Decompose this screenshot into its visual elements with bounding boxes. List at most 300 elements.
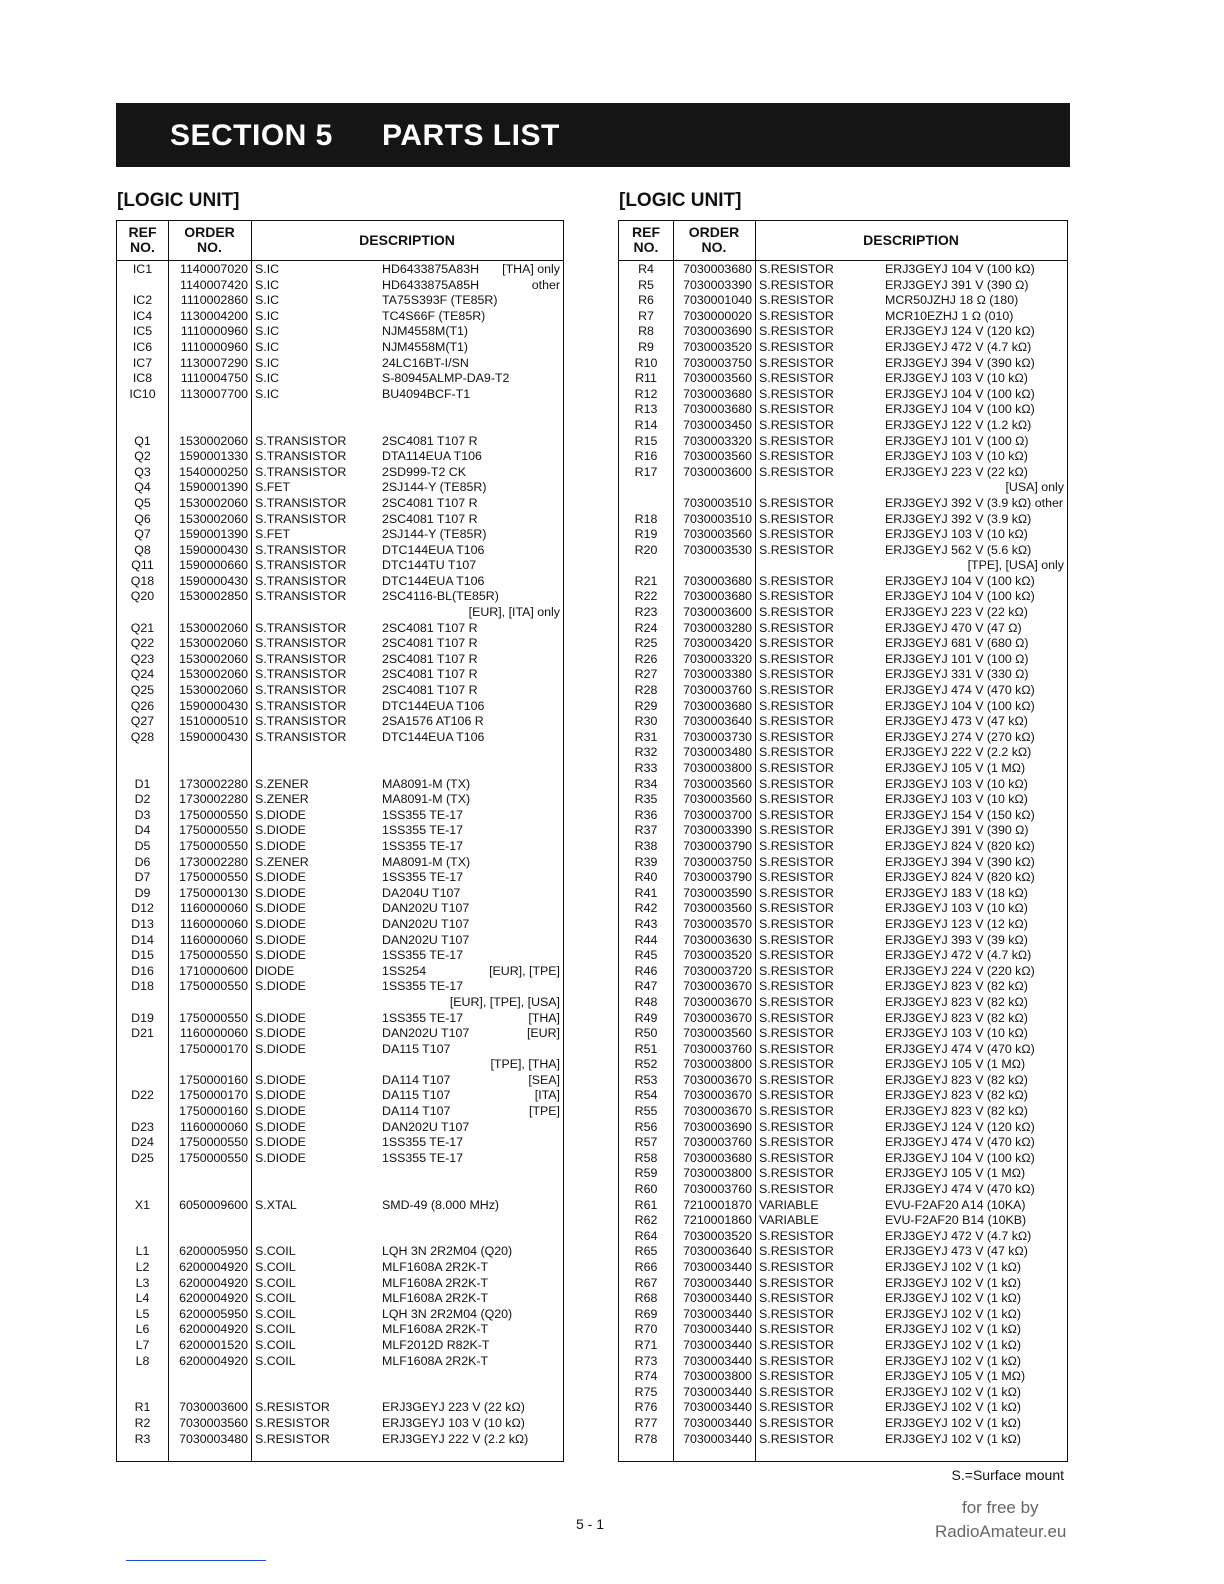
type-cell: S.RESISTOR (759, 1415, 834, 1430)
part-cell: EVU-F2AF20 A14 (10KA) (885, 1197, 1026, 1212)
note-cell: [ITA] (534, 1088, 560, 1103)
order-cell: 1530002060 (179, 433, 248, 448)
order-cell: 7030003440 (683, 1384, 752, 1399)
order-cell: 7030003440 (683, 1291, 752, 1306)
ref-cell: R55 (634, 1104, 658, 1119)
part-cell: DTA114EUA T106 (382, 449, 482, 464)
part-cell: LQH 3N 2R2M04 (Q20) (382, 1306, 513, 1321)
table-row (117, 964, 563, 980)
type-cell: S.TRANSISTOR (255, 449, 347, 464)
table-row (619, 1120, 1067, 1136)
part-cell: TC4S66F (TE85R) (382, 308, 486, 323)
part-cell: NJM4558M(T1) (382, 339, 469, 354)
table-row (619, 1338, 1067, 1354)
type-cell: S.COIL (255, 1260, 296, 1274)
order-cell: 1750000550 (179, 1135, 248, 1150)
order-cell: 7030003440 (683, 1322, 752, 1337)
order-cell: 7030003600 (683, 464, 752, 479)
ref-cell: Q24 (130, 667, 155, 682)
table-row (619, 527, 1067, 543)
ref-cell: R3 (134, 1431, 151, 1446)
table-row (619, 777, 1067, 793)
table-row (619, 1291, 1067, 1307)
order-cell: 7030003520 (683, 339, 752, 354)
type-cell: S.TRANSISTOR (255, 651, 347, 666)
order-cell: 1530002060 (179, 651, 248, 666)
type-cell: S.RESISTOR (759, 932, 834, 947)
ref-cell: D21 (131, 1026, 154, 1041)
order-cell: 1590000430 (179, 729, 248, 744)
order-cell: 1530002060 (179, 620, 248, 635)
type-cell: S.IC (255, 355, 280, 370)
type-cell: S.IC (255, 293, 280, 308)
order-cell: 6200001520 (179, 1337, 248, 1352)
type-cell: S.RESISTOR (759, 667, 834, 682)
table-row (117, 262, 563, 278)
ref-cell: R29 (634, 698, 658, 713)
type-cell: S.RESISTOR (759, 1275, 834, 1290)
note-cell: [SEA] (528, 1072, 560, 1087)
ref-cell: R62 (634, 1213, 658, 1228)
order-cell: 1750000160 (179, 1072, 248, 1087)
order-no-header: ORDER NO. (688, 224, 740, 255)
table-row (117, 652, 563, 668)
part-cell: ERJ3GEYJ 470 V (47 Ω) (885, 620, 1022, 635)
table-row (619, 839, 1067, 855)
type-cell: S.RESISTOR (759, 1260, 834, 1274)
ref-cell: D3 (134, 807, 151, 822)
type-cell: S.RESISTOR (759, 1182, 834, 1197)
part-cell: 2SC4081 T107 R (382, 620, 478, 635)
table-row (619, 434, 1067, 450)
ref-cell: R50 (634, 1026, 658, 1041)
table-row (619, 1042, 1067, 1058)
order-cell: 1530002850 (179, 589, 248, 604)
type-cell: S.COIL (255, 1306, 296, 1321)
ref-cell: L1 (135, 1244, 150, 1259)
type-cell: S.RESISTOR (759, 386, 834, 401)
table-row (117, 901, 563, 917)
type-cell: S.RESISTOR (759, 1026, 834, 1041)
ref-cell: D22 (131, 1088, 154, 1103)
order-cell: 1730002280 (179, 792, 248, 807)
table-row (619, 589, 1067, 605)
type-cell: S.DIODE (255, 948, 306, 963)
table-row (619, 387, 1067, 403)
table-row (117, 1151, 563, 1167)
part-cell: DTC144EUA T106 (382, 698, 485, 713)
table-row (619, 855, 1067, 871)
order-cell: 1750000550 (179, 838, 248, 853)
table-header (619, 221, 1067, 261)
type-cell: S.RESISTOR (759, 417, 834, 432)
type-cell: S.RESISTOR (759, 1166, 834, 1181)
order-cell: 1110002860 (180, 293, 248, 308)
type-cell: S.RESISTOR (255, 1431, 330, 1446)
part-cell: MCR10EZHJ 1 Ω (010) (885, 308, 1014, 323)
part-cell: ERJ3GEYJ 223 V (22 kΩ) (885, 605, 1028, 620)
order-cell: 1130007700 (180, 386, 248, 401)
ref-cell: Q8 (134, 542, 151, 557)
order-cell: 1160000060 (180, 916, 248, 931)
type-cell: S.DIODE (255, 1119, 306, 1134)
ref-cell: R18 (634, 511, 658, 526)
ref-cell: D13 (131, 916, 154, 931)
part-cell: ERJ3GEYJ 824 V (820 kΩ) (885, 838, 1035, 853)
type-cell: S.RESISTOR (759, 854, 834, 869)
type-cell: S.RESISTOR (759, 371, 834, 386)
table-row (117, 683, 563, 699)
type-cell: S.RESISTOR (759, 449, 834, 464)
parts-table-left (116, 220, 564, 1462)
ref-cell: D9 (134, 885, 151, 900)
ref-cell: R43 (634, 916, 658, 931)
table-row (117, 387, 563, 403)
order-cell: 7030003560 (683, 776, 752, 791)
type-cell: S.RESISTOR (759, 1322, 834, 1337)
order-cell: 7030003570 (683, 916, 752, 931)
type-cell: S.DIODE (255, 838, 306, 853)
type-cell: S.COIL (255, 1322, 296, 1337)
table-row (117, 356, 563, 372)
type-cell: S.DIODE (255, 870, 306, 885)
ref-cell: L2 (135, 1260, 150, 1274)
ref-cell: Q23 (130, 651, 155, 666)
order-cell: 7030003670 (683, 1010, 752, 1025)
type-cell: S.RESISTOR (759, 761, 834, 775)
part-cell: ERJ3GEYJ 391 V (390 Ω) (885, 277, 1029, 292)
table-row (619, 901, 1067, 917)
type-cell: S.TRANSISTOR (255, 714, 347, 729)
table-row (117, 589, 563, 605)
part-cell: ERJ3GEYJ 392 V (3.9 kΩ) (885, 511, 1032, 526)
part-cell: ERJ3GEYJ 473 V (47 kΩ) (885, 714, 1028, 729)
ref-cell: R30 (634, 714, 658, 729)
table-row (117, 340, 563, 356)
table-row (117, 886, 563, 902)
ref-cell: IC8 (132, 371, 153, 386)
ref-cell: Q2 (134, 449, 151, 464)
order-cell: 7030003440 (683, 1400, 752, 1415)
ref-cell: X1 (134, 1197, 151, 1212)
table-row (619, 480, 1067, 496)
part-cell: ERJ3GEYJ 103 V (10 kΩ) (885, 371, 1028, 386)
table-row (117, 527, 563, 543)
order-cell: 7030003640 (683, 1244, 752, 1259)
ref-cell: R48 (634, 994, 658, 1009)
table-row (619, 1057, 1067, 1073)
table-header (117, 221, 563, 261)
table-row (117, 1354, 563, 1370)
table-row (117, 1369, 563, 1385)
note-cell: [USA] only (1005, 480, 1064, 495)
order-cell: 7030003280 (683, 620, 752, 635)
ref-cell: R64 (634, 1228, 658, 1243)
table-row (117, 870, 563, 886)
ref-cell: IC4 (132, 308, 153, 323)
order-cell: 1750000550 (179, 979, 248, 994)
table-row (117, 1166, 563, 1182)
table-row (619, 605, 1067, 621)
ref-cell: D16 (131, 963, 154, 978)
order-cell: 1530002060 (179, 511, 248, 526)
ref-cell: IC1 (132, 262, 153, 276)
part-cell: ERJ3GEYJ 823 V (82 kΩ) (885, 979, 1028, 994)
table-row (619, 465, 1067, 481)
part-cell: 2SJ144-Y (TE85R) (382, 480, 487, 495)
part-cell: MLF1608A 2R2K-T (382, 1260, 489, 1274)
part-cell: ERJ3GEYJ 103 V (10 kΩ) (885, 1026, 1028, 1041)
order-cell: 7030003640 (683, 714, 752, 729)
ref-cell: R53 (634, 1072, 658, 1087)
part-cell: ERJ3GEYJ 104 V (100 kΩ) (885, 262, 1035, 276)
part-cell: DTC144EUA T106 (382, 729, 485, 744)
table-row (117, 1322, 563, 1338)
type-cell: S.FET (255, 527, 291, 542)
type-cell: S.RESISTOR (759, 308, 834, 323)
ref-cell: Q22 (130, 636, 155, 651)
type-cell: S.DIODE (255, 1150, 306, 1165)
table-row (117, 402, 563, 418)
type-cell: S.RESISTOR (759, 714, 834, 729)
type-cell: S.RESISTOR (759, 1291, 834, 1306)
order-cell: 7030003760 (683, 1182, 752, 1197)
part-cell: ERJ3GEYJ 102 V (1 kΩ) (885, 1384, 1021, 1399)
ref-cell: R40 (634, 870, 658, 885)
part-cell: ERJ3GEYJ 562 V (5.6 kΩ) (885, 542, 1032, 557)
table-row (117, 574, 563, 590)
table-row (619, 870, 1067, 886)
table-row (619, 933, 1067, 949)
type-cell: S.IC (255, 308, 280, 323)
order-cell: 7030003670 (683, 1072, 752, 1087)
part-cell: 1SS254 (382, 963, 427, 978)
table-row (619, 652, 1067, 668)
left-unit-title: [LOGIC UNIT] (117, 190, 240, 211)
ref-cell: Q26 (130, 698, 155, 713)
table-row (117, 371, 563, 387)
table-row (117, 1385, 563, 1401)
table-row (117, 1307, 563, 1323)
part-cell: ERJ3GEYJ 222 V (2.2 kΩ) (885, 745, 1032, 760)
type-cell: S.TRANSISTOR (255, 729, 347, 744)
type-cell: S.RESISTOR (759, 1337, 834, 1352)
part-cell: ERJ3GEYJ 102 V (1 kΩ) (885, 1400, 1021, 1415)
part-cell: ERJ3GEYJ 104 V (100 kΩ) (885, 402, 1035, 417)
table-row (117, 1011, 563, 1027)
type-cell: S.DIODE (255, 885, 306, 900)
ref-cell: R77 (634, 1415, 658, 1430)
type-cell: S.COIL (255, 1244, 296, 1259)
ref-cell: D12 (131, 901, 154, 916)
table-row (619, 309, 1067, 325)
type-cell: S.COIL (255, 1275, 296, 1290)
table-row (619, 1073, 1067, 1089)
ref-cell: R51 (634, 1041, 658, 1056)
type-cell: S.RESISTOR (759, 1041, 834, 1056)
order-cell: 7030003560 (179, 1415, 248, 1430)
table-row (117, 1088, 563, 1104)
order-cell: 7030003420 (683, 636, 752, 651)
type-cell: S.RESISTOR (759, 1104, 834, 1119)
type-cell: S.COIL (255, 1291, 296, 1306)
type-cell: S.RESISTOR (759, 792, 834, 807)
order-cell: 1590000660 (179, 558, 248, 573)
ref-cell: R58 (634, 1150, 658, 1165)
table-row (117, 1198, 563, 1214)
type-cell: S.RESISTOR (759, 979, 834, 994)
table-row (619, 1369, 1067, 1385)
ref-cell: Q5 (134, 495, 151, 510)
order-cell: 1130007290 (180, 355, 248, 370)
order-cell: 7030003440 (683, 1260, 752, 1274)
ref-cell: R42 (634, 901, 658, 916)
ref-cell: Q28 (130, 729, 155, 744)
ref-cell: D4 (134, 823, 151, 838)
table-row (117, 434, 563, 450)
type-cell: S.RESISTOR (759, 745, 834, 760)
part-cell: ERJ3GEYJ 823 V (82 kΩ) (885, 1072, 1028, 1087)
table-row (117, 324, 563, 340)
type-cell: S.RESISTOR (759, 651, 834, 666)
part-cell: ERJ3GEYJ 331 V (330 Ω) (885, 667, 1029, 682)
table-row (619, 1229, 1067, 1245)
section-banner (116, 103, 1070, 167)
ref-cell: R61 (634, 1197, 658, 1212)
part-cell: TA75S393F (TE85R) (382, 293, 498, 308)
order-cell: 1750000550 (179, 870, 248, 885)
table-row (117, 480, 563, 496)
type-cell: S.RESISTOR (759, 963, 834, 978)
table-row (619, 730, 1067, 746)
order-cell: 7030003440 (683, 1275, 752, 1290)
ref-cell: Q20 (130, 589, 155, 604)
table-row (117, 1026, 563, 1042)
order-cell: 1140007420 (180, 277, 248, 292)
table-row (619, 1151, 1067, 1167)
type-cell: S.RESISTOR (759, 542, 834, 557)
table-row (117, 465, 563, 481)
part-cell: ERJ3GEYJ 102 V (1 kΩ) (885, 1260, 1021, 1274)
type-cell: S.ZENER (255, 854, 309, 869)
order-cell: 7210001870 (683, 1197, 752, 1212)
order-cell: 1160000060 (180, 932, 248, 947)
order-cell: 1750000550 (179, 1010, 248, 1025)
order-cell: 7030003670 (683, 979, 752, 994)
ref-cell: IC10 (129, 386, 156, 401)
order-cell: 1590001390 (179, 527, 248, 542)
type-cell: S.RESISTOR (759, 511, 834, 526)
part-cell: S-80945ALMP-DA9-T2 (382, 371, 510, 386)
order-cell: 7030003630 (683, 932, 752, 947)
part-cell: ERJ3GEYJ 392 V (3.9 kΩ) other (885, 495, 1063, 510)
table-row (117, 449, 563, 465)
type-cell: S.TRANSISTOR (255, 667, 347, 682)
part-cell: ERJ3GEYJ 104 V (100 kΩ) (885, 573, 1035, 588)
part-cell: ERJ3GEYJ 102 V (1 kΩ) (885, 1337, 1021, 1352)
order-cell: 1530002060 (179, 667, 248, 682)
order-cell: 1110004750 (180, 371, 248, 386)
part-cell: HD6433875A85H (382, 277, 480, 292)
table-row (117, 855, 563, 871)
table-row (619, 792, 1067, 808)
type-cell: S.IC (255, 339, 280, 354)
table-body (117, 262, 563, 1447)
order-cell: 7030003670 (683, 1104, 752, 1119)
order-cell: 1130004200 (180, 308, 248, 323)
table-row (117, 823, 563, 839)
table-row (619, 699, 1067, 715)
table-row (117, 792, 563, 808)
ref-cell: R65 (634, 1244, 658, 1259)
type-cell: S.RESISTOR (759, 527, 834, 542)
table-row (619, 1385, 1067, 1401)
type-cell: S.RESISTOR (759, 1306, 834, 1321)
note-cell: [EUR], [TPE], [USA] (449, 994, 560, 1009)
ref-cell: R76 (634, 1400, 658, 1415)
order-cell: 7030003390 (683, 823, 752, 838)
ref-cell: R27 (634, 667, 658, 682)
type-cell: S.RESISTOR (759, 1228, 834, 1243)
order-cell: 7030003720 (683, 963, 752, 978)
type-cell: S.TRANSISTOR (255, 683, 347, 698)
part-cell: 2SC4081 T107 R (382, 433, 478, 448)
part-cell: ERJ3GEYJ 474 V (470 kΩ) (885, 683, 1035, 698)
order-cell: 1590001330 (179, 449, 248, 464)
order-cell: 1710000600 (179, 963, 248, 978)
order-cell: 1530002060 (179, 683, 248, 698)
type-cell: S.TRANSISTOR (255, 698, 347, 713)
part-cell: 1SS355 TE-17 (382, 1010, 464, 1025)
ref-cell: L5 (135, 1306, 150, 1321)
type-cell: S.DIODE (255, 1026, 306, 1041)
table-row (117, 1073, 563, 1089)
type-cell: VARIABLE (759, 1213, 819, 1228)
order-cell: 1750000130 (179, 885, 248, 900)
part-cell: HD6433875A83H (382, 262, 480, 276)
part-cell: 2SJ144-Y (TE85R) (382, 527, 487, 542)
order-cell: 1750000170 (179, 1088, 248, 1103)
ref-cell: R49 (634, 1010, 658, 1025)
order-cell: 7030003800 (683, 761, 752, 775)
ref-cell: R37 (634, 823, 658, 838)
order-cell: 7030003680 (683, 573, 752, 588)
table-row (619, 512, 1067, 528)
ref-cell: D15 (131, 948, 154, 963)
table-row (117, 1213, 563, 1229)
order-cell: 7030003600 (683, 605, 752, 620)
table-row (117, 1291, 563, 1307)
table-row (619, 1011, 1067, 1027)
part-cell: 1SS355 TE-17 (382, 823, 464, 838)
part-cell: 2SC4081 T107 R (382, 667, 478, 682)
part-cell: DTC144TU T107 (382, 558, 477, 573)
part-cell: MLF2012D R82K-T (382, 1337, 490, 1352)
ref-cell: R9 (638, 339, 654, 354)
ref-cell: R5 (638, 277, 654, 292)
ref-cell: R73 (634, 1353, 658, 1368)
part-cell: ERJ3GEYJ 823 V (82 kΩ) (885, 1088, 1028, 1103)
type-cell: S.RESISTOR (759, 1010, 834, 1025)
type-cell: S.TRANSISTOR (255, 542, 347, 557)
part-cell: DA114 T107 (382, 1072, 451, 1087)
table-row (117, 933, 563, 949)
order-cell: 7030003750 (683, 854, 752, 869)
table-row (117, 1104, 563, 1120)
table-row (619, 621, 1067, 637)
part-cell: ERJ3GEYJ 222 V (2.2 kΩ) (382, 1431, 529, 1446)
ref-cell: R56 (634, 1119, 658, 1134)
